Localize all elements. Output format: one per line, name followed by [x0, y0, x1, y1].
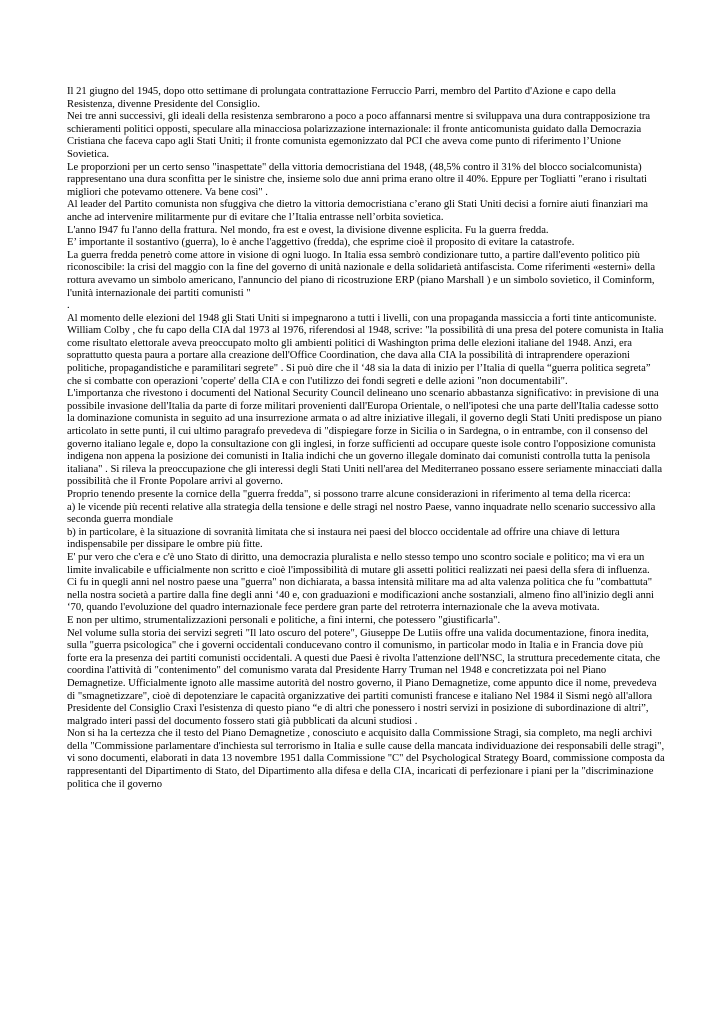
- paragraph-de-lutiis: Nel volume sulla storia dei servizi segreti "Il lato oscuro del potere", Giuseppe De Lutiis offre una valida documentazione, finora inedita, sulla "guerra psicologica" che i governi occidentali conducevano contro il comunismo, in particolar modo in Italia e in Francia dove più forte era la presenza dei partiti comunisti occidentali. A questi due Paesi è rivolta l'attenzione dell'NSC, la struttura precedemente citata, che coordina l'attività di "contenimento" del comunismo varata dal Presidente Harry Truman nel 1948 e concretizzata poi nel Piano Demagnetize. Ufficialmente ignoto alle massime autorità del nostro governo, il Piano Demagnetize, come appunto dice il nome, prevedeva di "smagnetizzare", cioè di depotenziare le capacità organizzative dei partiti comunisti francese e italiano Nel 1984 il Sismi negò all'allora Presidente del Consiglio Craxi l'esistenza di questo piano “e di altri che ponessero i nostri servizi in posizione di subordinazione di altri”, malgrado interi passi del documento fossero stati già pubblicati da alcuni studiosi .: [67, 627, 661, 727]
- paragraph-vittoria-1948: Le proporzioni per un certo senso "inaspettate" della vittoria democristiana del 1948, (48,5% contro il 31% del blocco socialcomunista) rappresentano una dura sconfitta per le sinistre che, insieme solo due anni prima erano oltre il 40%. Eppure per Togliatti "erano i risultati migliori che potevamo ottenere. Va bene così" .: [67, 161, 647, 198]
- paragraph-strumentalizzazioni: E non per ultimo, strumentalizzazioni personali e politiche, a fini interni, che potessero "giustificarla".: [67, 614, 501, 626]
- paragraph-piano-demagnetize: Non si ha la certezza che il testo del Piano Demagnetize , conosciuto e acquisito dalla Commissione Stragi, sia completo, ma negli archivi della "Commissione parlamentare d'inchiesta sul terrorismo in Italia e sulle cause della mancata individuazione dei responsabili delle stragi", vi sono documenti, elaborati in data 13 novembre 1951 dalla Commissione "C" del Psychological Strategy Board, commissione composta da rappresentanti del Dipartimento di Stato, del Dipartimento alla difesa e della CIA, incaricati di perfezionare i piani per la "discriminazione politica che il governo: [67, 728, 665, 790]
- paragraph-considerazioni: Proprio tenendo presente la cornice della "guerra fredda", si possono trarre alcune considerazioni in riferimento al tema della ricerca:: [67, 489, 631, 500]
- paragraph-point-b: b) in particolare, è la situazione di sovranità limitata che si instaura nei paesi del blocco occidentale ad offrire una chiave di lettura indispensabile per dissipare le ombre più fitte.: [67, 526, 620, 551]
- paragraph-guerra-fredda: E’ importante il sostantivo (guerra), lo è anche l'aggettivo (fredda), che esprime cioè il proposito di evitare la catastrofe.: [67, 237, 575, 249]
- paragraph-1947: L'anno I947 fu l'anno della frattura. Nel mondo, fra est e ovest, la divisione divenne esplicita. Fu la guerra fredda.: [67, 224, 549, 236]
- paragraph-elezioni-1948: Al momento delle elezioni del 1948 gli Stati Uniti si impegnarono a tutti i livelli, con una propaganda massiccia a forti tinte anticomuniste. William Colby , che fu capo della CIA dal 1973 al 1976, riferendosi al 1948, scrive: "la possibilità di una presa del potere comunista in Italia come risultato elettorale aveva preoccupato molto gli ambienti politici di Washington prima delle elezioni italiane del 1948. Anzi, era soprattutto questa paura a portare alla creazione dell'Office Coordination, che dava alla CIA la possibilità di intraprendere operazioni politiche, propagandistiche e paramilitari segrete" . Si può dire che il ‘48 sia la data di inizio per l’Italia di quella “guerra politica segreta” che si combatte con operazioni 'coperte' della CIA e con l'utilizzo dei fondi segreti e delle azioni "non documentabili".: [67, 312, 664, 387]
- paragraph-crisi-maggio: La guerra fredda penetrò come attore in visione di ogni luogo. In Italia essa sembrò condizionare tutto, a partire dall'evento politico più riconoscibile: la crisi del maggio con la fine del governo di unità nazionale e della solidarietà antifascista. Come riferimenti «esterni» della rottura avevamo un simbolo americano, l'annuncio del piano di ricostruzione ERP (piano Marshall ) e un simbolo sovietico, il Cominform, l'unità internazionale dei partiti comunisti " .: [67, 249, 656, 312]
- paragraph-guerra-non-dichiarata: Ci fu in quegli anni nel nostro paese una "guerra" non dichiarata, a bassa intensità militare ma ad alta valenza politica che fu "combattuta" nella nostra società a partire dalla fine degli anni ‘40 e, con graduazioni e modificazioni anche sostanziali, almeno fino all'inizio degli anni ‘70, quando l'evoluzione del quadro internazionale fece perdere gran parte del retroterra internazionale che la aveva motivata.: [67, 577, 654, 614]
- paragraph-point-a: a) le vicende più recenti relative alla strategia della tensione e delle stragi nel nostro Paese, vanno inquadrate nello scenario successivo alla seconda guerra mondiale: [67, 501, 656, 526]
- paragraph-parri: Il 21 giugno del 1945, dopo otto settimane di prolungata contrattazione Ferruccio Parri, membro del Partito d'Azione e capo della Resistenza, divenne Presidente del Consiglio.: [67, 86, 616, 110]
- paragraph-togliatti: Al leader del Partito comunista non sfuggiva che dietro la vittoria democristiana c’erano gli Stati Uniti decisi a fornire aiuti finanziari ma anche ad intervenire militarmente pur di evitare che l’Italia entrasse nell’orbita sovietica.: [67, 199, 648, 223]
- paragraph-nsc: L'importanza che rivestono i documenti del National Security Council delineano uno scenario abbastanza significativo: in previsione di una possibile invasione dell'Italia da parte di forze militari provenienti dall'Europa Orientale, o nell'ipotesi che una parte dell'Italia cadesse sotto la dominazione comunista in seguito ad una insurrezione armata o ad altre iniziative illegali, il governo degli Stati Uniti predispose un piano articolato in sette punti, il cui ultimo paragrafo prevedeva di "dispiegare forze in Sicilia o in Sardegna, o in entrambe, con il consenso del governo italiano legale e, dopo la consultazione con gli inglesi, in forze sufficienti ad occupare queste isole contro l'opposizione comunista indigena non appena la posizione dei comunisti in Italia indichi che un governo illegale dominato dai comunisti controlla tutta la penisola italiana" . Si rileva la preoccupazione che gli interessi degli Stati Uniti nell'area del Mediterraneo possano essere seriamente minacciati dalla possibilità che il Fronte Popolare arrivi al governo.: [67, 388, 663, 488]
- document-body: [67, 86, 665, 791]
- paragraph-resistenza: Nei tre anni successivi, gli ideali della resistenza sembrarono a poco a poco affannarsi mentre si sviluppava una dura contrapposizione tra schieramenti politici opposti, speculare alla minacciosa polarizzazione internazionale: il fronte anticomunista guidato dalla Democrazia Cristiana che faceva capo agli Stati Uniti; il fronte comunista egemonizzato dal PCI che aveva come punto di riferimento l’Unione Sovietica.: [67, 111, 651, 160]
- paragraph-stato-diritto: E' pur vero che c'era e c'è uno Stato di diritto, una democrazia pluralista e nello stesso tempo uno scontro sociale e politico; ma vi era un limite invalicabile e ufficialmente non scritto e cioè l'impossibilità di mutare gli assetti politici realizzati nei paesi della sfera di influenza.: [67, 551, 650, 576]
